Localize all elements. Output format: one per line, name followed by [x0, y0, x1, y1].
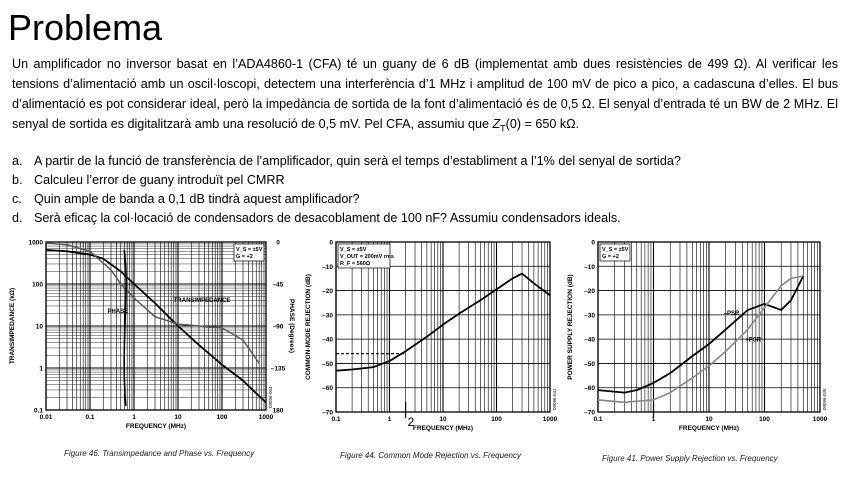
y-tick-label: –40: [322, 336, 333, 344]
question-label: d.: [12, 211, 23, 225]
question-text: A partir de la funció de transferència de l’amplificador, quin serà el temps d’establiment a l’1% del senyal de sortida?: [34, 154, 681, 168]
figure-transimpedance: [4, 236, 295, 436]
x-tick-label: 0.1: [331, 416, 341, 423]
question-label: a.: [12, 154, 23, 168]
y-tick-label: –30: [322, 312, 333, 320]
x-tick-label: 1: [387, 416, 392, 423]
figure-cmr: [300, 236, 562, 436]
y2-tick-label: –90: [272, 323, 284, 331]
x-tick-label: 0.01: [39, 414, 53, 421]
annotation-transimpedance: TRANSIMPEDANCE: [173, 298, 231, 304]
question-d: [12, 209, 621, 227]
annotation-minus-psr: –PSR: [723, 310, 740, 317]
x-tick-label: 100: [759, 416, 770, 423]
question-c: [12, 190, 360, 208]
y-tick-label: 0: [329, 239, 333, 247]
x-tick-label: 10: [174, 414, 182, 421]
y-tick-label: –50: [322, 360, 333, 368]
figure-code: 09096-004: [268, 386, 273, 408]
y2-tick-label: –45: [272, 281, 284, 289]
x-axis-label: FREQUENCY (MHz): [125, 423, 187, 430]
y-tick-label: –20: [322, 288, 333, 296]
figure-code: 09096-041: [552, 388, 557, 410]
y2-axis-label: PHASE (Degrees): [288, 298, 295, 354]
y-tick-label: –40: [584, 336, 595, 344]
x-axis-label: FREQUENCY (MHz): [412, 425, 474, 432]
y-tick-label: –60: [584, 385, 595, 393]
question-label: c.: [12, 192, 22, 206]
y-tick-label: –60: [322, 385, 333, 393]
question-text: Calculeu l’error de guany introduït pel CMRR: [34, 173, 285, 187]
x-tick-label: 1000: [258, 414, 274, 421]
x-tick-label: 100: [216, 414, 228, 421]
figure-caption: Figure 46. Transimpedance and Phase vs. Frequency: [64, 449, 255, 458]
y2-tick-label: 0: [276, 239, 280, 247]
y-tick-label: –70: [322, 409, 333, 417]
y-tick-label: –50: [584, 360, 595, 368]
question-text: Serà eficaç la col·locació de condensadors de desacoblament de 100 nF? Assumiu condensadors ideals.: [34, 211, 621, 225]
x-tick-label: 1: [651, 416, 656, 423]
cmr-chart: [300, 236, 562, 436]
problem-statement: Un amplificador no inversor basat en l’ADA4860-1 (CFA) té un guany de 6 dB (implementat amb dues resistències de 499 Ω). Al verificar les tensions d’alimentació amb un oscil·loscopi, detectem una interferència d’1 MHz i amplitud de 100 mV de pico a pico, a cadascuna d’elles. El bus d’alimentació es pot considerar ideal, però la impedància de sortida de la font d’alimentació és de 0,5 Ω. El senyal d’entrada té un BW de 2 MHz. El senyal de sortida es digitalitzarà amb una resolució de 0,5 mV. Pel CFA, assumiu que $Z_T(0) = 650$ kΩ.: [12, 57, 838, 134]
legend-entry: G = +2: [236, 254, 253, 260]
figure-psr: [562, 236, 844, 436]
x-tick-label: 10: [439, 416, 447, 423]
legend-entry: V_S = ±5V: [340, 247, 367, 253]
y-axis-label: COMMON-MODE REJECTION (dB): [305, 274, 312, 380]
y2-tick-label: 180: [272, 407, 284, 415]
question-label: b.: [12, 173, 23, 187]
x-tick-label: 1000: [542, 416, 558, 423]
x-tick-label: 1000: [812, 416, 828, 423]
y-tick-label: –70: [584, 409, 595, 417]
handwritten-annotation: 2: [407, 415, 415, 429]
y-tick-label: –10: [584, 263, 595, 271]
question-text: Quin ample de banda a 0,1 dB tindrà aquest amplificador?: [34, 192, 360, 206]
y-tick-label: 1: [39, 365, 43, 373]
legend-entry: V_OUT = 200mV rms: [340, 254, 394, 260]
question-a: [12, 152, 681, 170]
y-tick-label: 0: [591, 239, 595, 247]
y-tick-label: –20: [584, 288, 595, 296]
figure-caption: Figure 41. Power Supply Rejection vs. Frequency: [602, 454, 778, 463]
y-tick-label: 0.1: [33, 407, 43, 415]
figure-caption: Figure 44. Common Mode Rejection vs. Frequency: [340, 451, 521, 460]
y2-tick-label: –135: [270, 365, 286, 373]
y-tick-label: 100: [32, 281, 43, 289]
figure-code: 09096-035: [822, 388, 827, 410]
y-axis-label: TRANSIMPEDANCE (kΩ): [9, 287, 16, 365]
y-tick-label: 1000: [28, 239, 43, 247]
legend-entry: V_S = ±5V: [602, 247, 629, 253]
y-tick-label: 10: [35, 323, 43, 331]
legend-entry: V_S = ±5V: [236, 247, 263, 253]
x-tick-label: 0.1: [85, 414, 95, 421]
x-tick-label: 0.1: [593, 416, 603, 423]
legend-entry: G = +2: [602, 254, 619, 260]
annotation-plus-psr: +PSR: [745, 337, 762, 344]
legend-entry: R_F = 560Ω: [340, 261, 371, 267]
y-axis-label: POWER SUPPLY REJECTION (dB): [567, 274, 574, 380]
x-tick-label: 1: [132, 414, 136, 421]
question-b: [12, 171, 285, 189]
y-tick-label: –30: [584, 312, 595, 320]
annotation-phase: PHASE: [107, 309, 129, 315]
transimpedance-chart: [4, 236, 295, 436]
page-title: Problema: [8, 7, 163, 48]
x-tick-label: 10: [705, 416, 713, 423]
y-tick-label: –10: [322, 263, 333, 271]
x-axis-label: FREQUENCY (MHz): [678, 425, 740, 432]
x-tick-label: 100: [491, 416, 502, 423]
psr-chart: [562, 236, 844, 436]
